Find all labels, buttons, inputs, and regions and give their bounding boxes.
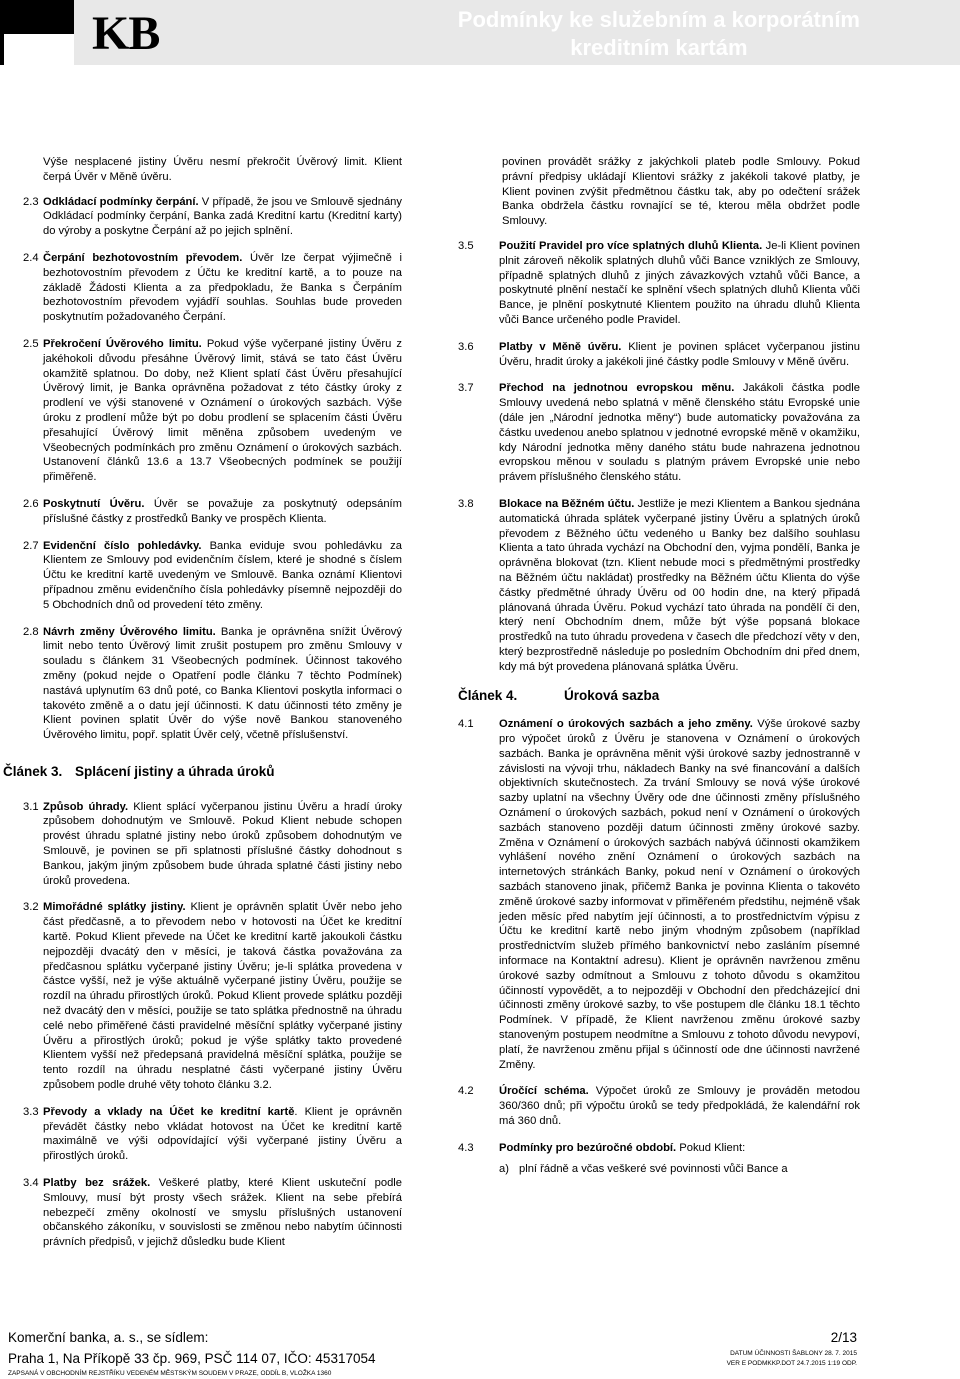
- paragraph-number: 2.5: [23, 337, 39, 350]
- footer-template-date: DATUM ÚČINNOSTI ŠABLONY 28. 7. 2015: [730, 1350, 857, 1357]
- paragraph-2-4: [23, 251, 402, 325]
- paragraph-2-5: [23, 337, 403, 485]
- paragraph-text: Výpočet úroků ze Smlouvy je prováděn metodou 360/360 dnů; při výpočtu úroků se tedy předpokládá, že kalendářní rok má 360 dnů.: [499, 1085, 860, 1128]
- paragraph-2-7: [23, 539, 402, 613]
- paragraph-title: Úročící schéma.: [499, 1085, 589, 1098]
- sub-item-a: [458, 1162, 860, 1177]
- continued-paragraph: povinen provádět srážky z jakýchkoli plateb podle Smlouvy. Pokud právní předpisy ukládají Klientovi srážky z jakékoli takové platby, je Klient povinen zvýšit předmětnou částku tak, aby po odečtení srážek Banka obdržela částku rovnající se té, kterou měla obdržet podle Smlouvy.: [502, 156, 860, 228]
- paragraph-text: Výše úrokové sazby pro výpočet úroků z Úvěru je stanovena v Oznámení o úrokových sazbách. Banka je oprávněna měnit výši úrokové sazby jednostranně v závislosti na vývoji trhu, nákladech Banky na své financování a dalších objektivních skutečnostech. Za trvání Smlouvy se nová výše úrokové sazby uplatní na všechny Úvěry ode dne účinnosti změny příslušného Oznámení o úrokových sazbách, pokud není v Oznámení o úrokových sazbách stanoveno později datum účinnosti změny úrokové sazby. Změna v Oznámení o úrokových sazbách nabývá účinnosti okamžikem vyhlášení nového znění Oznámení o úrokových sazbách na internetových stránkách Banky, pokud není v Oznámení o úrokových sazbách stanoveno jinak, přičemž Banka je povinna Klienta o takovéto změně úrokové sazby informovat v přiměřeném předstihu, nejméně však jeden měsíc před nabytím její účinnosti, a to prostřednictvím výpisu z Účtu ke kreditní kartě nebo jiným vhodným způsobem (například prostřednictvím služeb přímého bankovnictví nebo zasláním písemné informace na Kontaktní adresu). Klient je oprávněn navrženou změnu úrokové sazby odmítnout a Smlouvu z tohoto důvodu s okamžitou účinností vypovědět, a to nejpozději v Obchodní den předcházející dni účinnosti změny úrokové sazby, to vše postupem dle článku 18.1 těchto Podmínek. V případě, že Klient navrženou změnu úrokové sazby stanoveným postupem neodmítne a Smlouvu z tohoto důvodu nevypoví, platí, že navrženou změnu přijal s účinností ode dne účinnosti navržené Změny.: [499, 718, 860, 1071]
- footer-address: Praha 1, Na Příkopě 33 čp. 969, PSČ 114 07, IČO: 45317054: [8, 1351, 376, 1366]
- paragraph-title: Překročení Úvěrového limitu.: [43, 337, 202, 350]
- page-footer: [0, 1330, 960, 1379]
- paragraph-title: Podmínky pro bezúročné období.: [499, 1141, 677, 1154]
- footer-version: VER E PODMKKP.DOT 24.7.2015 1:19 ODP.: [726, 1360, 857, 1367]
- page-number: 2/13: [830, 1330, 857, 1345]
- paragraph-text: Pokud výše vyčerpané jistiny Úvěru z jakéhokoli důvodu přesáhne Úvěrový limit, stává se tato část Úvěru okamžitě splatnou. Do doby, než Klient splatí část Úvěru přesahující Úvěrový limit, je Banka oprávněna požadovat z této částky úroky z prodlení ve výši stanovené v Oznámení o úrokových sazbách. Výše úroku z prodlení může být po dobu prodlení se splacením části Úvěru přesahující Úvěrový limit měněna způsobem uvedeným ve Všeobecných podmínkách pro změnu Oznámení o úrokových sazbách. Ustanovení článků 13.6 a 13.7 Všeobecných podmínek se použijí přiměřeně.: [43, 337, 403, 484]
- paragraph-text: Banka eviduje svou pohledávku za Klientem ze Smlouvy pod evidenčním číslem, které je shodné s číslem Účtu ke kreditní kartě uvedeným ve Smlouvě. Banka oznámí Klientovi případnou změnu evidenčního čísla pohledávky písemně nejpozději do 5 Obchodních dnů od provedení této změny.: [43, 539, 402, 611]
- sub-item-text: plní řádně a včas veškeré své povinnosti vůči Bance a: [519, 1162, 788, 1175]
- paragraph-text: . Klient je oprávněn převádět částky nebo vkládat hotovost na Účet ke kreditní kartě maximálně ve výši odpovídající výši vyčerpané jistiny Úvěru a přirostlých úroků.: [43, 1105, 403, 1163]
- right-column: [458, 155, 860, 1184]
- paragraph-number: 4.3: [458, 1141, 474, 1154]
- paragraph-title: Převody a vklady na Účet ke kreditní kartě: [43, 1105, 295, 1118]
- paragraph-title: Mimořádné splátky jistiny.: [43, 901, 186, 914]
- logo-white-bar: [4, 34, 74, 65]
- paragraph-3-4: [23, 1176, 402, 1250]
- paragraph-title: Poskytnutí Úvěru.: [43, 497, 145, 510]
- paragraph-number: 2.3: [23, 195, 39, 208]
- sub-item-label: a): [499, 1162, 509, 1175]
- paragraph-3-7: [458, 381, 860, 485]
- paragraph-text: Úvěr se považuje za poskytnutý odepsáním příslušné částky z prostředků Banky ve prospěch Klienta.: [43, 497, 402, 525]
- paragraph-text: Jakákoli částka podle Smlouvy uvedená nebo splatná v měně členského státu Evropské unie (dále jen „Národní jednotka měny“) bude automaticky považována za částku uvedenou anebo splatnou v jednotné evropské měně v okamžiku, kdy Národní jednotka měny daného státu bude nahrazena jednotnou evropskou měnou v souladu s platným právem Evropské unie nebo právem příslušného členského státu.: [499, 382, 860, 484]
- intro-paragraph: Výše nesplacené jistiny Úvěru nesmí překročit Úvěrový limit. Klient čerpá Úvěr v Měně úvěru.: [43, 156, 402, 183]
- paragraph-text: Úvěr lze čerpat výjimečně i bezhotovostním převodem z Účtu ke kreditní kartě, a to pouze na základě Žádosti Klienta a za předpokladu, že Banka s Čerpáním bezhotovostním převodem vyjádří souhlas. Souhlas bude proveden poskytnutím požadovaného Čerpání.: [43, 251, 402, 324]
- paragraph-text: Klient je oprávněn splatit Úvěr nebo jeho část předčasně, a to převodem nebo v hotovosti na Účet ke kreditní kartě. Pokud Klient převede na Účet ke kreditní kartě jakoukoli částku nejpozději dvacátý den v měsíci, je taková částka považována za předčasnou splátku vyčerpané jistiny Úvěru; je-li splátka provedena v částce vyšší, než je výše aktuálně vyčerpané jistiny Úvěru, použije se rozdíl na úhradu přirostlých úroků. Pokud Klient provede splátku později než dvacátý den v měsíci, použije se tato splátka přednostně na úhradu celé nebo přiměřené části pravidelné měsíční splátky vyčerpané jistiny Úvěru a přirostlých úroků; pokud je výše splátky takto provedené Klientem vyšší než předepsaná pravidelná měsíční splátka, použije se tento rozdíl na úhradu nesplatné části vyčerpané jistiny Úvěru způsobem podle druhé věty tohoto článku 3.2.: [43, 901, 402, 1092]
- paragraph-3-2: [23, 900, 402, 1092]
- article-number: Článek 4.: [458, 687, 518, 703]
- paragraph-3-8: [458, 497, 860, 675]
- article-4-heading: [458, 689, 860, 704]
- paragraph-number: 2.8: [23, 625, 39, 638]
- paragraph-4-3: [458, 1141, 860, 1156]
- paragraph-3-5: [458, 239, 860, 328]
- title-line-1: Podmínky ke služebním a korporátním: [457, 7, 860, 32]
- paragraph-title: Blokace na Běžném účtu.: [499, 497, 635, 510]
- paragraph-text: Klient splácí vyčerpanou jistinu Úvěru a hradí úroky způsobem dohodnutým ve Smlouvě. Pokud Klient nebude schopen provést úhradu splatné jistiny nebo úroků způsobem dohodnutým ve Smlouvě, je povinen se při splatnosti příslušné částky dohodnout s Bankou, jakým jiným způsobem bude úhrada splatné části jistiny nebo úroků provedena.: [43, 800, 402, 887]
- paragraph-text: Jestliže je mezi Klientem a Bankou sjednána automatická úhrada splátek vyčerpané jistiny Úvěru a splatných úroků převodem z Běžného účtu vedeného u Banky bez dalšího souhlasu Klienta a tato úhrada vychází na Obchodní den, vyjma pondělí, Banka je oprávněna blokovat (tzn. Klient nebude moci s předmětnými prostředky na Běžném účtu nakládat) prostředky na Běžném účtu Klienta do výše částky předmětné úhrady Úvěru od 00 hodin dne, na který připadá plánovaná úhrada Úvěru. Pokud vychází tato úhrada na pondělí či den, který není Obchodním dnem, může být výše popsaná blokace prostředků na tuto úhradu provedena v časech dle předchozí věty v den, který bezprostředně následuje po posledním Obchodním dni před dnem, kdy má být provedena plánovaná splátka Úvěru.: [499, 497, 860, 673]
- paragraph-3-1: [23, 800, 402, 889]
- page-header: [0, 0, 960, 65]
- paragraph-number: 3.7: [458, 382, 474, 395]
- paragraph-title: Použití Pravidel pro více splatných dluhů Klienta.: [499, 239, 763, 252]
- paragraph-title: Oznámení o úrokových sazbách a jeho změny.: [499, 718, 753, 731]
- paragraph-text: Pokud Klient:: [676, 1141, 746, 1154]
- title-line-2: kreditním kartám: [570, 35, 748, 60]
- footer-registry: ZAPSANÁ V OBCHODNÍM REJSTŘÍKU VEDENÉM MĚSTSKÝM SOUDEM V PRAZE, ODDÍL B, VLOŽKA 1360: [8, 1370, 332, 1377]
- paragraph-number: 2.6: [23, 497, 39, 510]
- kb-logo-mark: [0, 0, 74, 65]
- paragraph-number: 2.7: [23, 539, 39, 552]
- paragraph-title: Návrh změny Úvěrového limitu.: [43, 625, 216, 638]
- paragraph-text: Veškeré platby, které Klient uskuteční podle Smlouvy, musí být prosty všech srážek. Klient na sebe přebírá nebezpečí změny okolností ve smyslu příslušných ustanovení občanského zákoníku, v souvislosti se změnou nebo nabytím účinnosti právních předpisů, v jejichž důsledku bude Klient: [43, 1177, 402, 1249]
- paragraph-text: Banka je oprávněna snížit Úvěrový limit nebo tento Úvěrový limit zrušit postupem pro změnu Smlouvy v souladu s článkem 31 Všeobecných podmínek. Účinnost takového změny (pokud nejde o Opatření podle článku 7 těchto Podmínek) nastává uplynutím 63 dnů poté, co Banka Klientovi poskytla informaci o takovéto změně a o datu její účinnosti. K datu účinnosti této změny je Klient povinen splatit Úvěr do výše nově Bankou stanoveného Úvěrového limitu, popř. splatit Úvěr celý, včetně příslušenství.: [43, 625, 402, 742]
- document-title: [458, 6, 860, 62]
- article-number: Článek 3.: [3, 763, 63, 779]
- paragraph-title: Evidenční číslo pohledávky.: [43, 539, 202, 552]
- paragraph-title: Přechod na jednotnou evropskou měnu.: [499, 382, 735, 395]
- paragraph-4-2: [458, 1084, 860, 1128]
- paragraph-title: Odkládací podmínky čerpání.: [43, 195, 199, 208]
- paragraph-title: Čerpání bezhotovostním převodem.: [43, 251, 243, 264]
- article-title: Úroková sazba: [564, 687, 660, 703]
- paragraph-number: 3.6: [458, 340, 474, 353]
- paragraph-number: 3.8: [458, 497, 474, 510]
- paragraph-4-1: [458, 717, 860, 1072]
- paragraph-number: 3.1: [23, 800, 39, 813]
- paragraph-2-6: [23, 497, 402, 527]
- paragraph-text: Klient je povinen splácet vyčerpanou jistinu Úvěru, hradit úroky a jakékoli jiné částky podle Smlouvy v Měně úvěru.: [499, 340, 860, 368]
- paragraph-number: 3.4: [23, 1177, 39, 1190]
- left-column: [3, 155, 403, 1262]
- paragraph-number: 3.3: [23, 1105, 39, 1118]
- paragraph-number: 4.1: [458, 718, 474, 731]
- paragraph-3-6: [458, 340, 860, 370]
- paragraph-title: Způsob úhrady.: [43, 800, 129, 813]
- paragraph-title: Platby bez srážek.: [43, 1177, 151, 1190]
- paragraph-number: 3.2: [23, 901, 39, 914]
- paragraph-title: Platby v Měně úvěru.: [499, 340, 622, 353]
- paragraph-number: 3.5: [458, 239, 474, 252]
- footer-company: Komerční banka, a. s., se sídlem:: [8, 1330, 209, 1345]
- paragraph-2-3: [23, 195, 402, 239]
- paragraph-number: 2.4: [23, 251, 39, 264]
- paragraph-text: Je-li Klient povinen plnit zároveň několik splatných dluhů vůči Bance vzniklých ze Smlouvy, případně splatných dluhů z jiných závazkových vztahů vůči Bance, a poskytnuté plnění nestačí ke splnění všech splatných dluhů Klienta vůči Bance, je plnění poskytnuté Klientem použito na úhradu dluhů Klienta vůči Bance určeného podle Pravidel.: [499, 239, 861, 326]
- article-3-heading: [3, 765, 402, 780]
- paragraph-number: 4.2: [458, 1085, 474, 1098]
- kb-logo: KB: [92, 7, 160, 60]
- article-title: Splácení jistiny a úhrada úroků: [75, 763, 275, 779]
- paragraph-3-3: [23, 1105, 403, 1164]
- paragraph-text: V případě, že jsou ve Smlouvě sjednány Odkládací podmínky čerpání, Banka zadá Kreditní kartu (Kreditní karty) do výroby a poskytne Čerpání až po jejich splnění.: [43, 195, 402, 238]
- paragraph-2-8: [23, 625, 402, 743]
